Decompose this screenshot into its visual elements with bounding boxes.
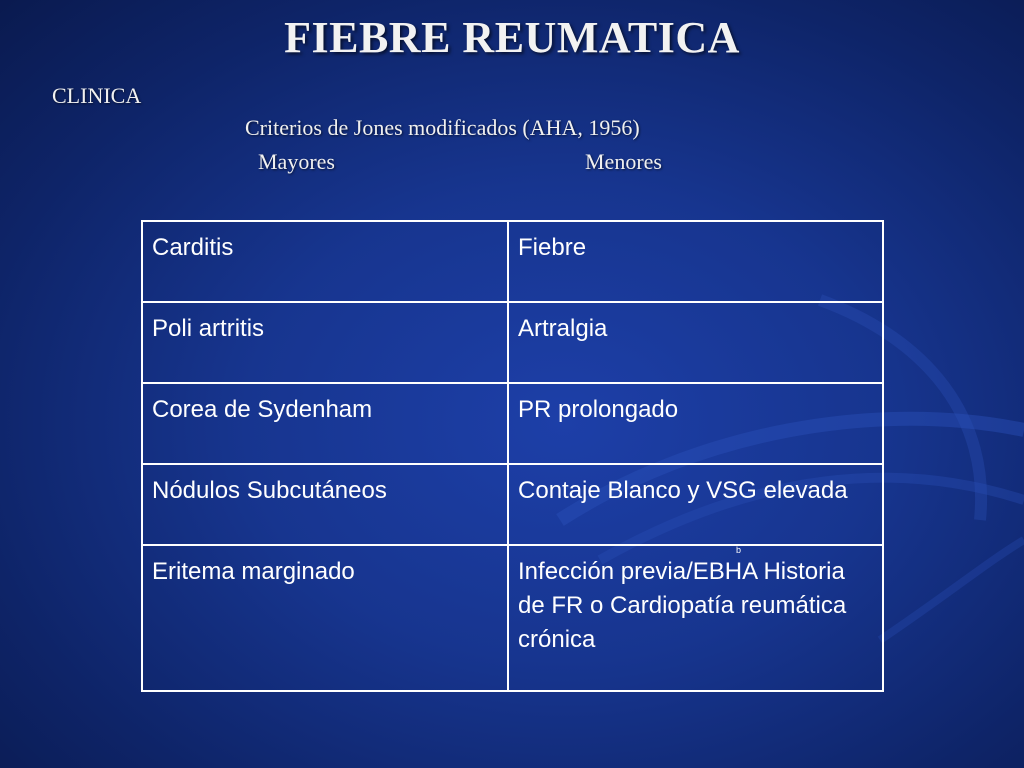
minor-criterion-text: Infección previa/EBHA Historia de FR o Cardiopatía reumática crónica [518, 558, 847, 653]
column-heading-menores: Menores [585, 149, 662, 174]
slide-subtitle: Criterios de Jones modificados (AHA, 1956) [245, 115, 640, 140]
table-row [142, 302, 883, 383]
major-criterion-cell: Carditis [142, 221, 508, 302]
table-row [142, 383, 883, 464]
table-row [142, 545, 883, 691]
jones-criteria-table [141, 220, 884, 692]
minor-criterion-cell: Artralgia [508, 302, 883, 383]
table-row [142, 221, 883, 302]
major-criterion-cell: Eritema marginado [142, 545, 508, 691]
superscript-marker: b [736, 545, 742, 555]
minor-criterion-cell: Contaje Blanco y VSG elevada [508, 464, 883, 545]
section-label: CLINICA [52, 83, 142, 108]
minor-criterion-cell [508, 545, 883, 691]
table-row [142, 464, 883, 545]
column-heading-mayores: Mayores [258, 149, 335, 174]
major-criterion-cell: Poli artritis [142, 302, 508, 383]
slide-title: FIEBRE REUMATICA [284, 13, 740, 62]
minor-criterion-cell: PR prolongado [508, 383, 883, 464]
major-criterion-cell: Corea de Sydenham [142, 383, 508, 464]
minor-criterion-cell: Fiebre [508, 221, 883, 302]
major-criterion-cell: Nódulos Subcutáneos [142, 464, 508, 545]
